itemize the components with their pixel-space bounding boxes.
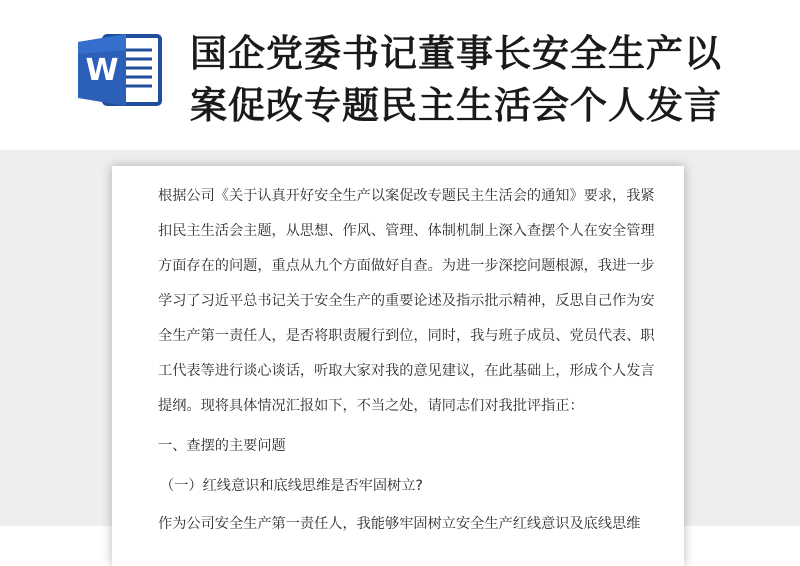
word-logo-letter: W — [85, 53, 119, 88]
paragraph-line: 作为公司安全生产第一责任人，我能够牢固树立安全生产红线意识及底线思维 — [158, 516, 641, 532]
title-line-2: 案促改专题民主生活会个人发言 — [190, 84, 722, 127]
microsoft-word-icon — [74, 30, 166, 110]
header-banner — [0, 0, 800, 160]
paragraph-line: 扣民主生活会主题，从思想、作风、管理、体制机制上深入查摆个人在安全管理 — [158, 223, 655, 239]
paragraph-line: 全生产第一责任人，是否将职责履行到位，同时，我与班子成员、党员代表、职 — [158, 328, 655, 344]
subsection-heading: （一）红线意识和底线思维是否牢固树立? — [160, 478, 423, 494]
page-title — [190, 28, 750, 132]
paragraph-line: 方面存在的问题，重点从九个方面做好自查。为进一步深挖问题根源，我进一步 — [158, 258, 655, 274]
paragraph-line: 根据公司《关于认真开好安全生产以案促改专题民主生活会的通知》要求，我紧 — [158, 188, 655, 204]
paragraph-line: 提纲。现将具体情况汇报如下，不当之处，请同志们对我批评指正： — [158, 398, 584, 414]
section-heading: 一、查摆的主要问题 — [158, 438, 286, 454]
title-line-1: 国企党委书记董事长安全生产以 — [190, 32, 722, 75]
paragraph-line: 工代表等进行谈心谈话，听取大家对我的意见建议，在此基础上，形成个人发言 — [158, 363, 655, 379]
paragraph-line: 学习了习近平总书记关于安全生产的重要论述及指示批示精神，反思自己作为安 — [158, 293, 655, 309]
